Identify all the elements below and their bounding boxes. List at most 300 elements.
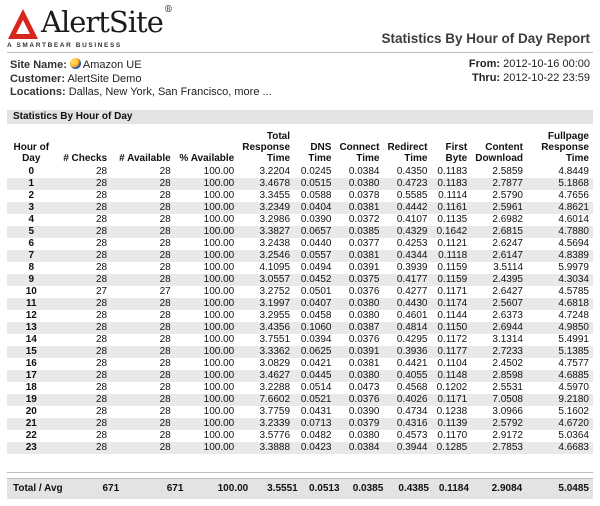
value-cell: 0.1139 xyxy=(431,418,471,430)
value-cell: 28 xyxy=(111,250,175,262)
value-cell: 0.4295 xyxy=(396,334,428,345)
value-cell: 28 xyxy=(159,406,171,417)
value-cell: 100.00 xyxy=(203,334,235,345)
value-cell: 0.1177 xyxy=(431,346,471,358)
value-cell: 100.00 xyxy=(175,250,239,262)
hour-cell: 11 xyxy=(7,298,56,310)
value-cell: 100.00 xyxy=(175,418,239,430)
value-cell: 28 xyxy=(56,442,112,454)
hour-cell: 14 xyxy=(25,334,37,345)
value-cell: 28 xyxy=(56,418,112,430)
value-cell: 3.2955 xyxy=(259,310,291,321)
value-cell: 0.4430 xyxy=(383,298,431,310)
value-cell: 0.1183 xyxy=(431,178,471,190)
from-line: From: 2012-10-16 00:00 xyxy=(468,58,590,70)
value-cell: 28 xyxy=(111,298,175,310)
value-cell: 28 xyxy=(95,334,108,345)
value-cell: 0.0423 xyxy=(294,442,335,454)
thru-line: Thru: 2012-10-22 23:59 xyxy=(471,71,590,84)
header-divider xyxy=(7,52,593,53)
col-fullpage-response: Fullpage Response Time xyxy=(541,131,589,164)
value-cell: 28 xyxy=(95,190,108,201)
value-cell: 0.0380 xyxy=(348,430,380,441)
value-cell: 5.1385 xyxy=(527,346,593,358)
value-cell: 0.0421 xyxy=(300,358,332,369)
hour-cell: 0 xyxy=(28,166,35,177)
hour-cell: 8 xyxy=(28,262,35,273)
value-cell: 9.2180 xyxy=(527,394,593,406)
value-cell: 28 xyxy=(111,178,175,190)
value-cell: 4.7248 xyxy=(558,310,589,321)
value-cell: 0.1121 xyxy=(437,238,468,249)
value-cell: 3.5776 xyxy=(259,430,291,441)
value-cell: 3.7551 xyxy=(259,334,291,345)
total-value-cell: 5.0485 xyxy=(558,483,589,494)
value-cell: 0.1159 xyxy=(431,274,471,286)
value-cell: 4.6818 xyxy=(527,298,593,310)
value-cell: 4.3034 xyxy=(527,274,593,286)
value-cell: 28 xyxy=(159,382,171,393)
value-cell: 0.0381 xyxy=(335,250,383,262)
value-cell: 2.5531 xyxy=(492,382,523,393)
value-cell: 0.0482 xyxy=(300,430,332,441)
value-cell: 3.2339 xyxy=(238,418,294,430)
hour-cell: 21 xyxy=(7,418,56,430)
col-content-download: Content Download xyxy=(475,142,523,164)
hour-cell: 5 xyxy=(7,226,56,238)
value-cell: 0.0380 xyxy=(335,370,383,382)
value-cell: 3.2288 xyxy=(259,382,291,393)
table-row xyxy=(7,394,593,406)
table-row xyxy=(7,214,593,226)
table-row xyxy=(7,274,593,286)
value-cell: 0.0380 xyxy=(335,298,383,310)
value-cell: 3.4627 xyxy=(238,370,294,382)
value-cell: 2.6147 xyxy=(471,250,527,262)
value-cell: 0.1172 xyxy=(437,334,468,345)
total-value-cell: 2.9084 xyxy=(491,483,523,494)
value-cell: 28 xyxy=(111,322,175,334)
hour-cell: 20 xyxy=(25,406,37,417)
value-cell: 28 xyxy=(56,322,112,334)
value-cell: 3.5114 xyxy=(493,262,523,273)
value-cell: 0.0521 xyxy=(294,394,335,406)
table-row xyxy=(7,190,593,202)
hour-cell: 13 xyxy=(7,322,56,334)
value-cell: 28 xyxy=(111,442,175,454)
table-row xyxy=(7,382,593,394)
value-cell: 0.0378 xyxy=(348,190,380,201)
value-cell: 28 xyxy=(56,250,112,262)
value-cell: 2.5792 xyxy=(471,418,527,430)
value-cell: 0.0394 xyxy=(300,334,332,345)
col-dns: DNS Time xyxy=(308,142,332,164)
table-row xyxy=(7,358,593,370)
value-cell: 2.6815 xyxy=(471,226,527,238)
value-cell: 3.2438 xyxy=(259,238,291,249)
hour-cell: 9 xyxy=(7,274,56,286)
value-cell: 0.1150 xyxy=(431,322,471,334)
value-cell: 0.0557 xyxy=(294,250,335,262)
value-cell: 0.4421 xyxy=(396,358,428,369)
firefox-icon xyxy=(70,58,81,69)
value-cell: 2.6427 xyxy=(492,286,523,297)
value-cell: 0.1114 xyxy=(438,190,468,201)
value-cell: 5.0364 xyxy=(558,430,589,441)
value-cell: 0.0384 xyxy=(348,166,380,177)
value-cell: 0.4055 xyxy=(383,370,431,382)
value-cell: 3.2204 xyxy=(259,166,291,177)
site-name-line: Site Name: Amazon UE xyxy=(10,59,142,71)
total-value-cell: 0.1184 xyxy=(438,483,469,494)
value-cell: 0.0625 xyxy=(294,346,335,358)
value-cell: 28 xyxy=(56,178,112,190)
value-cell: 5.1868 xyxy=(527,178,593,190)
value-cell: 28 xyxy=(95,310,108,321)
value-cell: 0.3944 xyxy=(383,442,431,454)
value-cell: 100.00 xyxy=(175,226,239,238)
value-cell: 5.9979 xyxy=(558,262,589,273)
table-row xyxy=(7,370,593,382)
value-cell: 2.7877 xyxy=(471,178,527,190)
value-cell: 100.00 xyxy=(203,214,235,225)
value-cell: 28 xyxy=(56,274,112,286)
value-cell: 28 xyxy=(56,370,112,382)
table-row xyxy=(7,286,593,298)
value-cell: 2.8598 xyxy=(471,370,527,382)
value-cell: 0.0501 xyxy=(300,286,332,297)
value-cell: 28 xyxy=(95,214,108,225)
table-row xyxy=(7,418,593,430)
value-cell: 28 xyxy=(159,238,171,249)
value-cell: 0.1238 xyxy=(436,406,468,417)
value-cell: 28 xyxy=(159,214,171,225)
value-cell: 0.4723 xyxy=(383,178,431,190)
value-cell: 4.5785 xyxy=(558,286,589,297)
value-cell: 0.0381 xyxy=(348,358,380,369)
value-cell: 0.0713 xyxy=(294,418,335,430)
thru-value: 2012-10-22 23:59 xyxy=(503,71,590,84)
value-cell: 28 xyxy=(56,202,112,214)
value-cell: 3.7759 xyxy=(259,406,291,417)
value-cell: 4.6885 xyxy=(527,370,593,382)
value-cell: 0.1159 xyxy=(437,262,468,273)
value-cell: 28 xyxy=(95,166,108,177)
table-row xyxy=(7,406,593,418)
value-cell: 0.0380 xyxy=(335,178,383,190)
value-cell: 28 xyxy=(95,358,108,369)
value-cell: 28 xyxy=(111,370,175,382)
total-label: Total / Avg xyxy=(13,483,63,494)
value-cell: 0.0515 xyxy=(294,178,335,190)
value-cell: 0.1183 xyxy=(437,166,468,177)
value-cell: 100.00 xyxy=(203,382,235,393)
hour-cell: 15 xyxy=(7,346,56,358)
value-cell: 3.3888 xyxy=(238,442,294,454)
hour-cell: 7 xyxy=(7,250,56,262)
value-cell: 0.0514 xyxy=(300,382,332,393)
value-cell: 0.1642 xyxy=(431,226,471,238)
value-cell: 28 xyxy=(159,262,171,273)
value-cell: 100.00 xyxy=(203,166,235,177)
value-cell: 0.0385 xyxy=(335,226,383,238)
value-cell: 5.1602 xyxy=(558,406,589,417)
value-cell: 2.5790 xyxy=(492,190,523,201)
table-row xyxy=(7,166,593,178)
col-available: # Available xyxy=(119,153,171,164)
value-cell: 28 xyxy=(56,346,112,358)
table-row xyxy=(7,322,593,334)
value-cell: 4.6014 xyxy=(558,214,589,225)
hourly-stats-table xyxy=(7,126,593,454)
value-cell: 7.6602 xyxy=(238,394,294,406)
value-cell: 0.0391 xyxy=(348,262,380,273)
value-cell: 0.0657 xyxy=(294,226,335,238)
table-row xyxy=(7,442,593,454)
value-cell: 0.0445 xyxy=(294,370,335,382)
hour-cell: 6 xyxy=(28,238,35,249)
value-cell: 0.0372 xyxy=(348,214,380,225)
locations-line: Locations: Dallas, New York, San Francisco, more ... xyxy=(10,86,272,98)
value-cell: 0.4442 xyxy=(383,202,431,214)
value-cell: 3.1314 xyxy=(492,334,523,345)
value-cell: 0.1161 xyxy=(431,202,471,214)
value-cell: 100.00 xyxy=(203,190,235,201)
table-row xyxy=(7,298,593,310)
value-cell: 3.1997 xyxy=(238,298,294,310)
value-cell: 0.4814 xyxy=(383,322,431,334)
value-cell: 28 xyxy=(95,406,108,417)
value-cell: 2.4395 xyxy=(471,274,527,286)
value-cell: 27 xyxy=(159,286,171,297)
total-value-cell: 671 xyxy=(166,483,184,494)
value-cell: 100.00 xyxy=(175,394,239,406)
value-cell: 0.4316 xyxy=(383,418,431,430)
value-cell: 28 xyxy=(95,382,108,393)
value-cell: 0.4573 xyxy=(396,430,428,441)
table-header-row xyxy=(7,126,593,166)
hour-cell: 22 xyxy=(25,430,37,441)
value-cell: 0.0440 xyxy=(300,238,332,249)
value-cell: 3.2752 xyxy=(259,286,291,297)
value-cell: 2.6982 xyxy=(492,214,523,225)
value-cell: 28 xyxy=(111,274,175,286)
value-cell: 3.4678 xyxy=(238,178,294,190)
value-cell: 28 xyxy=(159,190,171,201)
value-cell: 100.00 xyxy=(175,274,239,286)
value-cell: 0.1171 xyxy=(437,286,468,297)
hour-cell: 10 xyxy=(25,286,37,297)
value-cell: 3.0829 xyxy=(259,358,291,369)
value-cell: 0.4026 xyxy=(383,394,431,406)
value-cell: 3.0557 xyxy=(238,274,294,286)
col-connect: Connect Time xyxy=(339,142,380,164)
value-cell: 100.00 xyxy=(203,406,235,417)
value-cell: 3.2986 xyxy=(259,214,291,225)
value-cell: 28 xyxy=(56,298,112,310)
value-cell: 4.8389 xyxy=(527,250,593,262)
table-row xyxy=(7,334,593,346)
value-cell: 100.00 xyxy=(203,430,235,441)
value-cell: 0.4277 xyxy=(396,286,428,297)
total-value-cell: 3.5551 xyxy=(267,483,298,494)
value-cell: 28 xyxy=(159,166,171,177)
value-cell: 4.7577 xyxy=(558,358,589,369)
value-cell: 0.4253 xyxy=(396,238,428,249)
value-cell: 28 xyxy=(56,394,112,406)
value-cell: 0.1285 xyxy=(431,442,471,454)
brand-tagline: A SMARTBEAR BUSINESS xyxy=(7,42,122,49)
value-cell: 100.00 xyxy=(203,262,235,273)
col-pct-available: % Available xyxy=(179,153,235,164)
value-cell: 0.3936 xyxy=(383,346,431,358)
table-row xyxy=(7,310,593,322)
table-row xyxy=(7,226,593,238)
table-row xyxy=(7,346,593,358)
value-cell: 4.1095 xyxy=(259,262,291,273)
value-cell: 100.00 xyxy=(175,442,239,454)
locations-value: Dallas, New York, San Francisco, more ... xyxy=(68,86,272,98)
value-cell: 0.0387 xyxy=(335,322,383,334)
value-cell: 5.4991 xyxy=(558,334,589,345)
total-value-cell: 0.4385 xyxy=(398,483,429,494)
hour-cell: 3 xyxy=(7,202,56,214)
total-table xyxy=(7,479,593,499)
value-cell: 4.8449 xyxy=(558,166,589,177)
value-cell: 2.9172 xyxy=(492,430,523,441)
value-cell: 100.00 xyxy=(203,238,235,249)
value-cell: 0.0431 xyxy=(300,406,332,417)
value-cell: 100.00 xyxy=(175,202,239,214)
value-cell: 0.1171 xyxy=(431,394,471,406)
value-cell: 28 xyxy=(111,394,175,406)
date-range xyxy=(469,58,590,85)
total-value-cell: 671 xyxy=(102,483,120,494)
total-value-cell: 0.0513 xyxy=(308,483,340,494)
report-meta xyxy=(10,58,272,100)
value-cell: 0.0245 xyxy=(300,166,332,177)
value-cell: 0.0376 xyxy=(348,334,380,345)
value-cell: 0.4329 xyxy=(383,226,431,238)
total-value-cell: 0.0385 xyxy=(352,483,384,494)
report-header xyxy=(0,0,600,56)
hour-cell: 23 xyxy=(7,442,56,454)
value-cell: 28 xyxy=(159,430,171,441)
value-cell: 4.7656 xyxy=(558,190,589,201)
value-cell: 3.3362 xyxy=(238,346,294,358)
section-title: Statistics By Hour of Day xyxy=(7,110,593,124)
value-cell: 0.1104 xyxy=(437,358,468,369)
value-cell: 100.00 xyxy=(203,310,235,321)
value-cell: 27 xyxy=(95,286,108,297)
value-cell: 0.1148 xyxy=(431,370,471,382)
value-cell: 100.00 xyxy=(175,346,239,358)
value-cell: 2.5961 xyxy=(471,202,527,214)
value-cell: 28 xyxy=(111,346,175,358)
value-cell: 0.1135 xyxy=(437,214,468,225)
value-cell: 0.0376 xyxy=(335,394,383,406)
value-cell: 0.0375 xyxy=(335,274,383,286)
alertsite-logo[interactable] xyxy=(7,5,173,49)
col-hour: Hour of Day xyxy=(13,142,50,164)
value-cell: 7.0508 xyxy=(471,394,527,406)
value-cell: 2.6247 xyxy=(492,238,523,249)
value-cell: 0.4344 xyxy=(383,250,431,262)
value-cell: 28 xyxy=(159,310,171,321)
value-cell: 0.0452 xyxy=(294,274,335,286)
value-cell: 4.8621 xyxy=(527,202,593,214)
value-cell: 4.6720 xyxy=(527,418,593,430)
table-row xyxy=(7,178,593,190)
value-cell: 0.3939 xyxy=(396,262,428,273)
value-cell: 0.0377 xyxy=(348,238,380,249)
value-cell: 0.1144 xyxy=(437,310,468,321)
value-cell: 28 xyxy=(159,334,171,345)
value-cell: 0.0407 xyxy=(294,298,335,310)
site-name-value: Amazon UE xyxy=(82,59,142,71)
value-cell: 2.5859 xyxy=(492,166,523,177)
hour-cell: 4 xyxy=(28,214,35,225)
hour-cell: 12 xyxy=(25,310,37,321)
value-cell: 3.3455 xyxy=(259,190,291,201)
brand-name: AlertSite® xyxy=(41,5,173,39)
value-cell: 0.5585 xyxy=(396,190,428,201)
value-cell: 3.2546 xyxy=(238,250,294,262)
value-cell: 0.1118 xyxy=(431,250,471,262)
value-cell: 2.4502 xyxy=(492,358,523,369)
value-cell: 3.0966 xyxy=(492,406,523,417)
value-cell: 0.0379 xyxy=(335,418,383,430)
value-cell: 4.7880 xyxy=(527,226,593,238)
total-divider xyxy=(7,472,593,473)
value-cell: 0.1170 xyxy=(437,430,468,441)
value-cell: 4.6683 xyxy=(527,442,593,454)
value-cell: 2.6373 xyxy=(492,310,523,321)
hour-cell: 17 xyxy=(7,370,56,382)
col-first-byte: First Byte xyxy=(445,142,468,164)
alertsite-triangle-icon xyxy=(7,8,39,40)
value-cell: 0.1060 xyxy=(294,322,335,334)
value-cell: 100.00 xyxy=(203,286,235,297)
value-cell: 28 xyxy=(111,226,175,238)
hour-cell: 16 xyxy=(25,358,37,369)
value-cell: 0.0380 xyxy=(348,310,380,321)
from-value: 2012-10-16 00:00 xyxy=(503,58,590,70)
col-total-response: Total Response Time xyxy=(242,131,291,164)
value-cell: 100.00 xyxy=(175,370,239,382)
value-cell: 28 xyxy=(95,430,108,441)
value-cell: 0.1174 xyxy=(431,298,471,310)
table-row xyxy=(7,238,593,250)
value-cell: 0.4177 xyxy=(383,274,431,286)
value-cell: 2.7853 xyxy=(471,442,527,454)
value-cell: 100.00 xyxy=(203,358,235,369)
table-row xyxy=(7,430,593,442)
value-cell: 0.0376 xyxy=(348,286,380,297)
value-cell: 0.0458 xyxy=(300,310,332,321)
value-cell: 2.7233 xyxy=(471,346,527,358)
col-checks: # Checks xyxy=(63,153,108,164)
hour-cell: 1 xyxy=(7,178,56,190)
value-cell: 0.0494 xyxy=(300,262,332,273)
col-redirect: Redirect Time xyxy=(387,142,428,164)
value-cell: 3.4356 xyxy=(238,322,294,334)
value-cell: 100.00 xyxy=(175,178,239,190)
total-row-box xyxy=(7,478,593,499)
value-cell: 28 xyxy=(111,202,175,214)
value-cell: 100.00 xyxy=(175,298,239,310)
value-cell: 3.2349 xyxy=(238,202,294,214)
